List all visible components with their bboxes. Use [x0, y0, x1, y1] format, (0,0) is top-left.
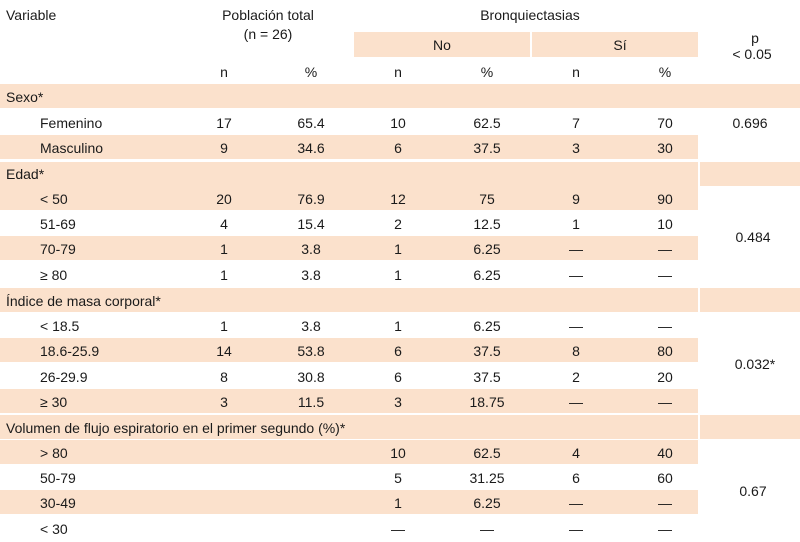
- cell-n-no: 10: [390, 115, 406, 131]
- cell-pct-si: 30: [657, 140, 673, 156]
- cell-pct-no: 6.25: [473, 267, 501, 283]
- cell-pct-si: 90: [657, 191, 673, 207]
- cell-pct-si: 80: [657, 343, 673, 359]
- cell-pct-total: 34.6: [297, 140, 325, 156]
- cell-n-no: 5: [394, 470, 402, 486]
- cell-n-total: 14: [216, 343, 232, 359]
- section-title: Índice de masa corporal*: [6, 293, 161, 309]
- header-pct-si: %: [658, 64, 672, 80]
- row-label: < 18.5: [40, 318, 80, 334]
- header-poblacion-n: (n = 26): [243, 26, 293, 42]
- cell-n-si: 8: [572, 343, 580, 359]
- cell-pct-total: 3.8: [301, 318, 321, 334]
- cell-pct-no: 62.5: [473, 445, 501, 461]
- cell-pct-no: 62.5: [473, 115, 501, 131]
- cell-pct-no: 37.5: [473, 369, 501, 385]
- header-no: No: [433, 37, 451, 53]
- cell-n-total: 1: [220, 318, 228, 334]
- header-p-threshold: < 0.05: [732, 46, 772, 62]
- cell-pct-no: 75: [479, 191, 495, 207]
- cell-n-si: 9: [572, 191, 580, 207]
- cell-n-si: —: [569, 267, 583, 283]
- cell-pct-total: 30.8: [297, 369, 325, 385]
- header-n-si: n: [572, 64, 580, 80]
- cell-pct-no: —: [480, 521, 494, 537]
- cell-n-no: —: [391, 521, 405, 537]
- cell-n-si: 7: [572, 115, 580, 131]
- cell-pct-total: 11.5: [297, 394, 325, 410]
- cell-n-si: —: [569, 318, 583, 334]
- cell-pct-total: 76.9: [297, 191, 325, 207]
- cell-pct-no: 31.25: [469, 470, 505, 486]
- cell-n-si: —: [569, 241, 583, 257]
- cell-n-total: 1: [220, 267, 228, 283]
- header-p: p: [751, 30, 759, 46]
- cell-n-total: 4: [220, 216, 228, 232]
- cell-pct-si: 20: [657, 369, 673, 385]
- cell-n-si: —: [569, 521, 583, 537]
- row-label: 30-49: [40, 495, 76, 511]
- p-value: 0.696: [732, 115, 768, 131]
- row-label: 70-79: [40, 241, 76, 257]
- row-label: < 50: [40, 191, 68, 207]
- cell-n-total: 1: [220, 241, 228, 257]
- cell-n-si: 2: [572, 369, 580, 385]
- cell-pct-no: 6.25: [473, 318, 501, 334]
- header-bronquiectasias: Bronquiectasias: [480, 7, 580, 23]
- row-label: ≥ 30: [40, 394, 68, 410]
- cell-pct-no: 6.25: [473, 495, 501, 511]
- cell-n-total: 9: [220, 140, 228, 156]
- cell-pct-total: 53.8: [297, 343, 325, 359]
- header-n-no: n: [394, 64, 402, 80]
- header-n-total: n: [220, 64, 228, 80]
- header-poblacion: Población total: [222, 7, 314, 23]
- row-label: 26-29.9: [40, 369, 88, 385]
- row-label: < 30: [40, 521, 68, 537]
- cell-n-no: 6: [394, 140, 402, 156]
- cell-n-si: 1: [572, 216, 580, 232]
- cell-pct-total: 65.4: [297, 115, 325, 131]
- p-value: 0.67: [739, 483, 767, 499]
- cell-pct-no: 12.5: [473, 216, 501, 232]
- cell-pct-total: 3.8: [301, 267, 321, 283]
- cell-n-si: 6: [572, 470, 580, 486]
- cell-pct-si: —: [658, 318, 672, 334]
- cell-pct-no: 18.75: [469, 394, 505, 410]
- cell-pct-si: 70: [657, 115, 673, 131]
- cell-pct-si: —: [658, 394, 672, 410]
- cell-n-no: 1: [394, 267, 402, 283]
- header-variable: Variable: [6, 7, 57, 23]
- cell-pct-si: —: [658, 521, 672, 537]
- cell-n-no: 1: [394, 495, 402, 511]
- cell-n-si: 3: [572, 140, 580, 156]
- cell-pct-si: —: [658, 267, 672, 283]
- cell-n-no: 3: [394, 394, 402, 410]
- cell-n-total: 20: [216, 191, 232, 207]
- cell-pct-total: 3.8: [301, 241, 321, 257]
- cell-n-si: —: [569, 394, 583, 410]
- row-label: Masculino: [40, 140, 104, 156]
- row-label: 51-69: [40, 216, 76, 232]
- cell-n-no: 1: [394, 241, 402, 257]
- cell-n-no: 10: [390, 445, 406, 461]
- row-label: 18.6-25.9: [40, 343, 100, 359]
- cell-pct-si: —: [658, 495, 672, 511]
- cell-n-total: 8: [220, 369, 228, 385]
- section-title: Edad*: [6, 166, 45, 182]
- header-pct-total: %: [304, 64, 318, 80]
- cell-n-no: 6: [394, 343, 402, 359]
- cell-n-si: 4: [572, 445, 580, 461]
- header-si: Sí: [613, 37, 627, 53]
- cell-n-total: 3: [220, 394, 228, 410]
- cell-pct-si: 40: [657, 445, 673, 461]
- cell-pct-si: 60: [657, 470, 673, 486]
- header-pct-no: %: [480, 64, 494, 80]
- cell-pct-si: —: [658, 241, 672, 257]
- cell-pct-no: 6.25: [473, 241, 501, 257]
- cell-n-no: 2: [394, 216, 402, 232]
- row-label: ≥ 80: [40, 267, 68, 283]
- section-title: Volumen de flujo espiratorio en el primer segundo (%)*: [6, 420, 346, 436]
- section-title: Sexo*: [6, 89, 44, 105]
- cell-n-no: 12: [390, 191, 406, 207]
- cell-n-si: —: [569, 495, 583, 511]
- row-label: 50-79: [40, 470, 76, 486]
- cell-n-total: 17: [216, 115, 232, 131]
- p-value: 0.032*: [734, 356, 776, 372]
- cell-n-no: 6: [394, 369, 402, 385]
- cell-pct-si: 10: [657, 216, 673, 232]
- p-value: 0.484: [735, 229, 771, 245]
- cell-pct-total: 15.4: [297, 216, 325, 232]
- row-label: > 80: [40, 445, 68, 461]
- cell-pct-no: 37.5: [473, 343, 501, 359]
- cell-n-no: 1: [394, 318, 402, 334]
- row-label: Femenino: [40, 115, 103, 131]
- cell-pct-no: 37.5: [473, 140, 501, 156]
